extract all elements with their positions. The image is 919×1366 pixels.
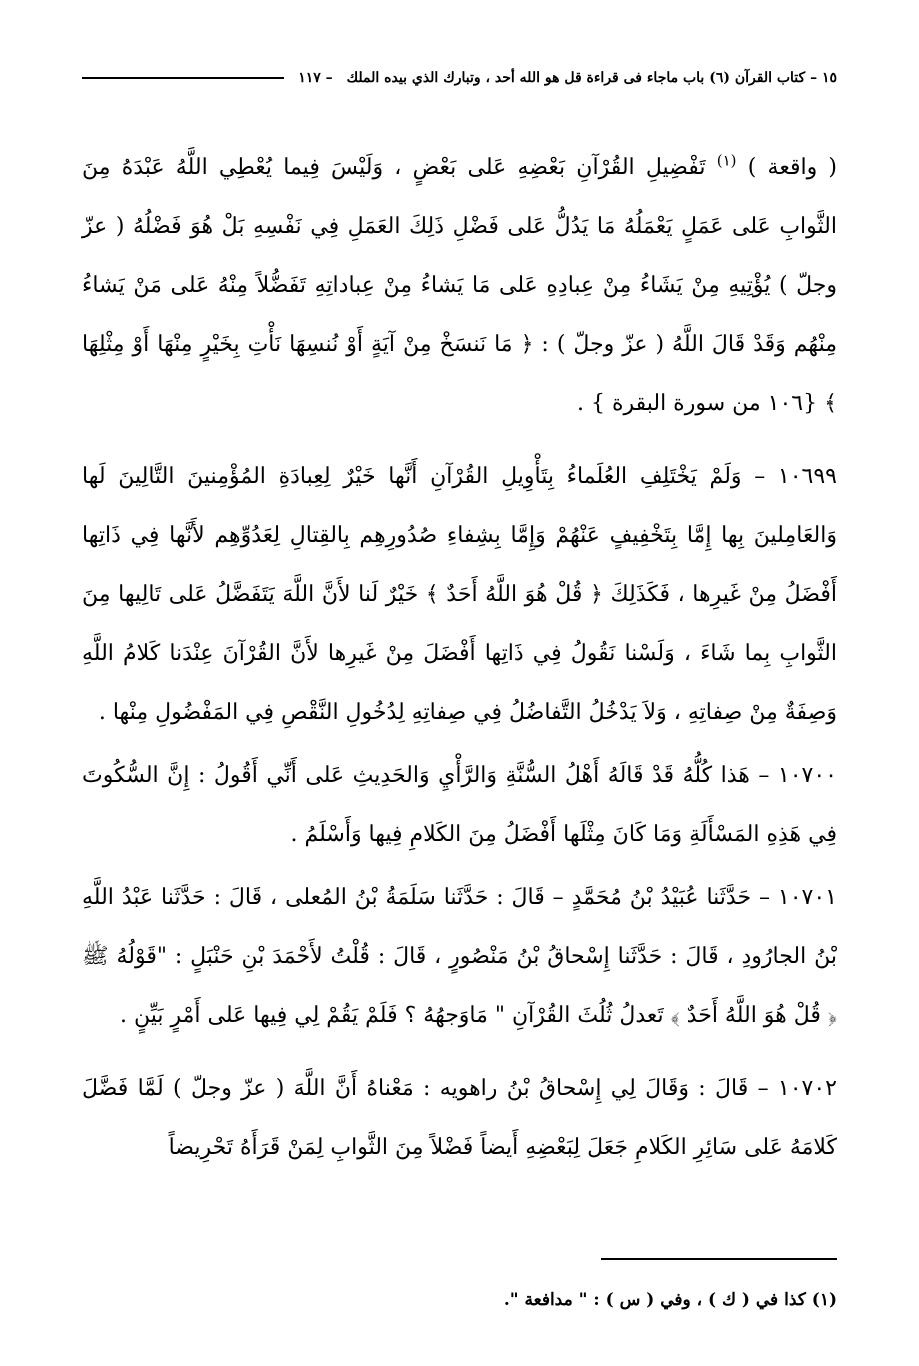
page-number: – ١١٧: [298, 70, 333, 86]
footnote-separator: [601, 1258, 837, 1260]
footnote-marker: (١): [716, 151, 737, 170]
chapter-title: ١٥ – كتاب القرآن (٦) باب ماجاء فى قراءة قل هو الله أحد ، وتبارك الذي بيده الملك: [346, 70, 837, 86]
paragraph-1-prefix: ( واقعة ): [736, 155, 837, 180]
header-rule: [82, 77, 284, 79]
paragraph-10700: ١٠٧٠٠ – هَذا كُلُّهُ قَدْ قَالَهُ أَهْلُ السُّنَّةِ وَالرَّأْيِ وَالحَدِيثِ عَلى أَنِّي أَقُولُ : إِنَّ السُّكُوتَ فِي هَذِهِ المَسْأَلَةِ وَمَا كَانَ مِثْلَها أَفْضَلُ مِنَ الكَلامِ فِيها وَأَسْلَمُ .: [82, 763, 837, 847]
paragraph-10701: ١٠٧٠١ – حَدَّثَنا عُبَيْدُ بْنُ مُحَمَّدٍ – قَالَ : حَدَّثَنا سَلَمَةُ بْنُ المُعلى ، قَالَ : حَدَّثَنا عَبْدُ اللَّهِ بْنُ الجارُودِ ، قَالَ : حَدَّثَنا إِسْحاقُ بْنُ مَنْصُورٍ ، قَالَ : قُلْتُ لأَحْمَدَ بْنِ حَنْبَلٍ : "قَوْلُهُ ﷺ ﴿ قُلْ هُوَ اللَّهُ أَحَدٌ ﴾ تَعدلُ ثُلُثَ القُرْآنِ " مَاوَجهُهُ ؟ فَلَمْ يَقُمْ لِي فِيها عَلى أَمْرٍ بَيِّنٍ .: [82, 885, 837, 1028]
running-header: [82, 58, 837, 98]
paragraph-10699: ١٠٦٩٩ – وَلَمْ يَخْتَلِفِ العُلَماءُ بِتَأْوِيلِ القُرْآنِ أَنَّها خَيْرٌ لِعِبادَةِ المُؤْمِنينَ التَّالِينَ لَها وَالعَامِلينَ بِها إِمَّا بِتَخْفِيفٍ عَنْهُمْ وَإِمَّا بِشِفاءِ صُدُورِهِم بِالقِتالِ لِعَدُوِّهِم لأَنَّها فِي ذَاتِها أَفْضَلُ مِنْ غَيرِها ، فَكَذَلِكَ ﴿ قُلْ هُوَ اللَّهُ أَحَدٌ ﴾ خَيْرٌ لَنا لأَنَّ اللَّهَ يَتَفَضَّلُ عَلى تَالِيها مِنَ الثَّوابِ بِما شَاءَ ، وَلَسْنا نَقُولُ فِي ذَاتِها أَفْضَلَ مِنْ غَيرِها لأَنَّ القُرْآنَ عِنْدَنا كَلامُ اللَّهِ وَصِفَةٌ مِنْ صِفاتِهِ ، وَلاَ يَدْخُلُ التَّفاضُلُ فِي صِفاتِهِ لِدُخُولِ النَّقْصِ فِي المَفْضُولِ مِنْها .: [82, 464, 837, 725]
main-text: [82, 138, 837, 1177]
paragraph-1: [82, 138, 837, 433]
footnote: (١) كذا في ( ك ) ، وفي ( س ) : " مدافعة ".: [503, 1290, 837, 1310]
paragraph-1-text: تَفْضِيلِ القُرْآنِ بَعْضِهِ عَلى بَعْضٍ ، وَلَيْسَ فِيما يُعْطِي اللَّهُ عَبْدَهُ مِنَ الثَّوابِ عَلى عَمَلٍ يَعْمَلُهُ مَا يَدُلُّ عَلى فَضْلِ ذَلِكَ العَمَلِ فِي نَفْسِهِ بَلْ هُوَ فَضْلُهُ ( عزّ وجلّ ) يُؤْتِيهِ مِنْ يَشَاءُ مِنْ عِبادِهِ عَلى مَا يَشاءُ مِنْ عِباداتِهِ تَفَضُّلاً مِنْهُ عَلى مَنْ يَشاءُ مِنْهُم وَقَدْ قَالَ اللَّهُ ( عزّ وجلّ ) : ﴿ مَا نَنسَخْ مِنْ آيَةٍ أَوْ نُنسِهَا نَأْتِ بِخَيْرٍ مِنْهَا أَوْ مِثْلِهَا ﴾ {١٠٦ من سورة البقرة } .: [82, 155, 837, 416]
paragraph-10702: ١٠٧٠٢ – قَالَ : وَقَالَ لِي إِسْحاقُ بْنُ راهويه : مَعْناهُ أَنَّ اللَّهَ ( عزّ وجلّ ) لَمَّا فَضَّلَ كَلامَهُ عَلى سَائِرِ الكَلامِ جَعَلَ لِبَعْضِهِ أَيضاً فَضْلاً مِنَ الثَّوابِ لِمَنْ قَرَأَهُ تَحْرِيضاً: [82, 1076, 837, 1160]
